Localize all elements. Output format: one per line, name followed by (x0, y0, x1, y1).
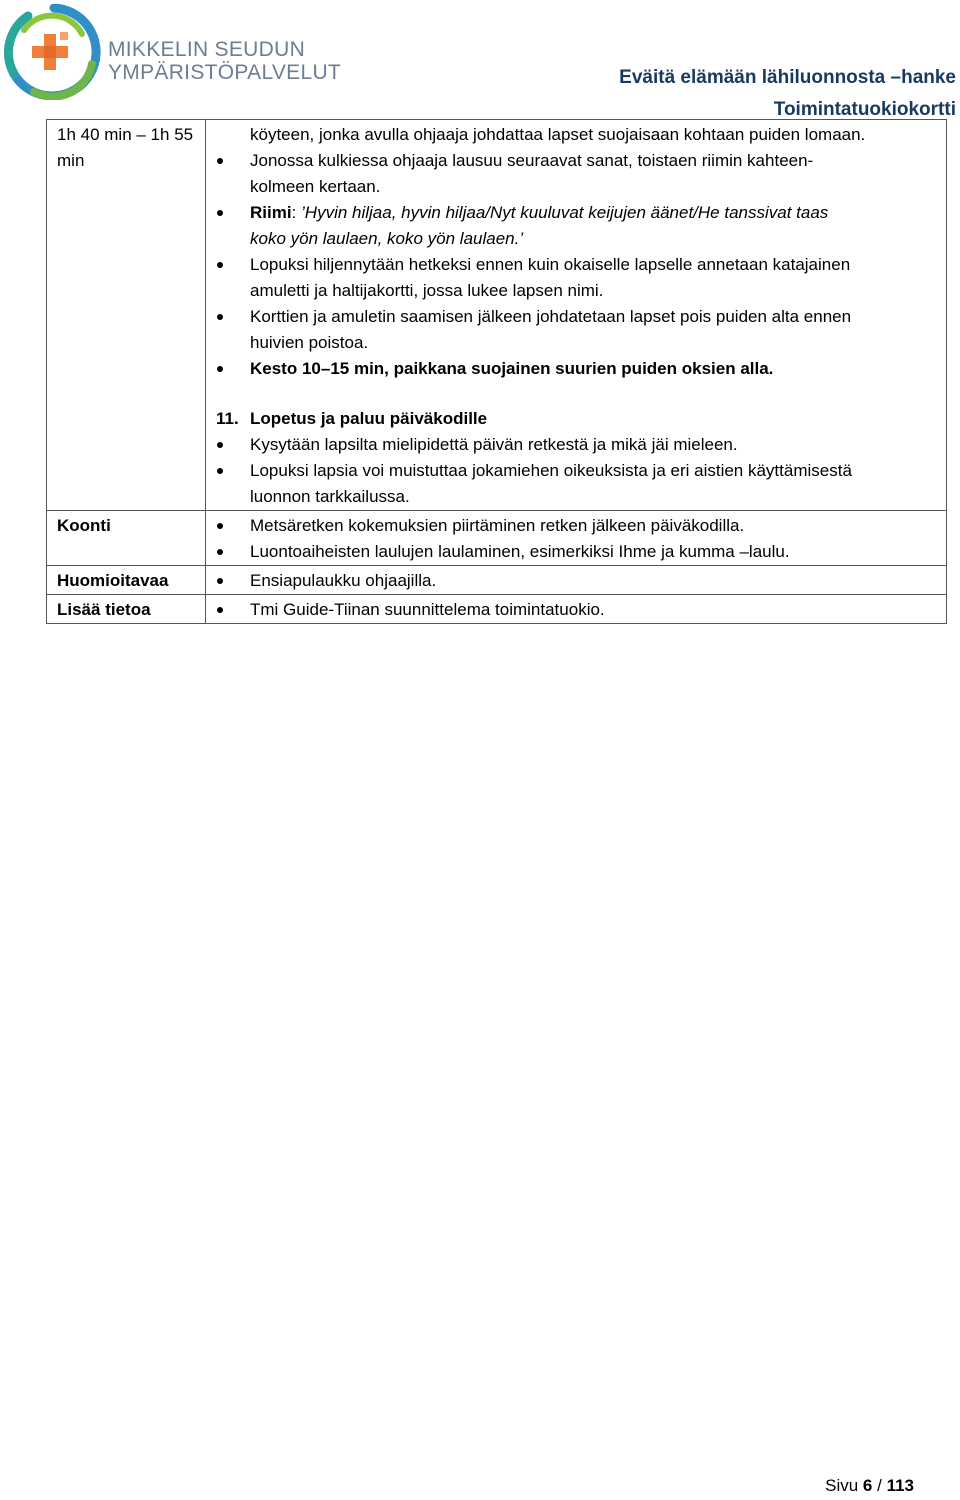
logo-emblem-icon (4, 4, 104, 100)
koonti-cell (206, 511, 947, 566)
duration-item: Kesto 10–15 min, paikkana suojainen suurien puiden oksien alla. (206, 356, 946, 382)
list-item: Metsäretken kokemuksien piirtäminen retken jälkeen päiväkodilla. (206, 513, 946, 539)
time-cell: 1h 40 min – 1h 55 min (47, 120, 206, 511)
table-row-program (47, 120, 947, 511)
rhyme-text: ’Hyvin hiljaa, hyvin hiljaa/Nyt kuuluvat keijujen äänet/He tanssivat taas (301, 203, 829, 222)
current-page: 6 (862, 1476, 873, 1495)
list-item: Tmi Guide-Tiinan suunnittelema toimintatuokio. (206, 597, 946, 623)
huomioitavaa-cell (206, 566, 947, 595)
rhyme-label: Riimi (250, 203, 292, 222)
program-cell (206, 120, 947, 511)
total-pages: 113 (886, 1476, 914, 1495)
list-item: Kysytään lapsilta mielipidettä päivän retkestä ja mikä jäi mieleen. (206, 432, 946, 458)
table-row-huomioitavaa (47, 566, 947, 595)
continued-text: köyteen, jonka avulla ohjaaja johdattaa lapset suojaisaan kohtaan puiden lomaan. (250, 125, 866, 144)
logo-line-2: YMPÄRISTÖPALVELUT (108, 61, 342, 84)
table-row-lisaa-tietoa (47, 595, 947, 624)
list-item: Luontoaiheisten laulujen laulaminen, esimerkiksi Ihme ja kumma –laulu. (206, 539, 946, 565)
document-header (619, 62, 956, 126)
row-label: Huomioitavaa (47, 566, 206, 595)
list-item: Ensiapulaukku ohjaajilla. (206, 568, 946, 594)
list-item: Lopuksi hiljennytään hetkeksi ennen kuin okaiselle lapselle annetaan katajainen amuletti ja haltijakortti, jossa lukee lapsen nimi. (206, 252, 946, 304)
table-row-koonti (47, 511, 947, 566)
list-item: Korttien ja amuletin saamisen jälkeen johdatetaan lapset pois puiden alta ennen huivien poistoa. (206, 304, 946, 356)
section-heading (206, 406, 946, 432)
activity-table (46, 119, 947, 624)
list-item: Riimi: ’Hyvin hiljaa, hyvin hiljaa/Nyt kuuluvat keijujen äänet/He tanssivat taas koko yön laulaen, koko yön laulaen.’ (206, 200, 946, 252)
list-item: Lopuksi lapsia voi muistuttaa jokamiehen oikeuksista ja eri aistien käyttämisestä luonnon tarkkailussa. (206, 458, 946, 510)
logo-wordmark (108, 38, 341, 84)
section-number: 11. (216, 409, 239, 428)
page-number: Sivu 6 / 113 (825, 1476, 914, 1495)
project-title: Eväitä elämään lähiluonnosta –hanke (619, 67, 956, 88)
logo-line-1: MIKKELIN SEUDUN (108, 38, 306, 61)
section-title: Lopetus ja paluu päiväkodille (250, 409, 488, 428)
list-item: Jonossa kulkiessa ohjaaja lausuu seuraavat sanat, toistaen riimin kahteen- kolmeen kertaan. (206, 148, 946, 200)
row-label: Koonti (47, 511, 206, 566)
document-type: Toimintatuokiokortti (773, 99, 956, 120)
logo (4, 4, 342, 100)
lisaa-tietoa-cell (206, 595, 947, 624)
page-label: Sivu (825, 1476, 859, 1495)
row-label: Lisää tietoa (47, 595, 206, 624)
